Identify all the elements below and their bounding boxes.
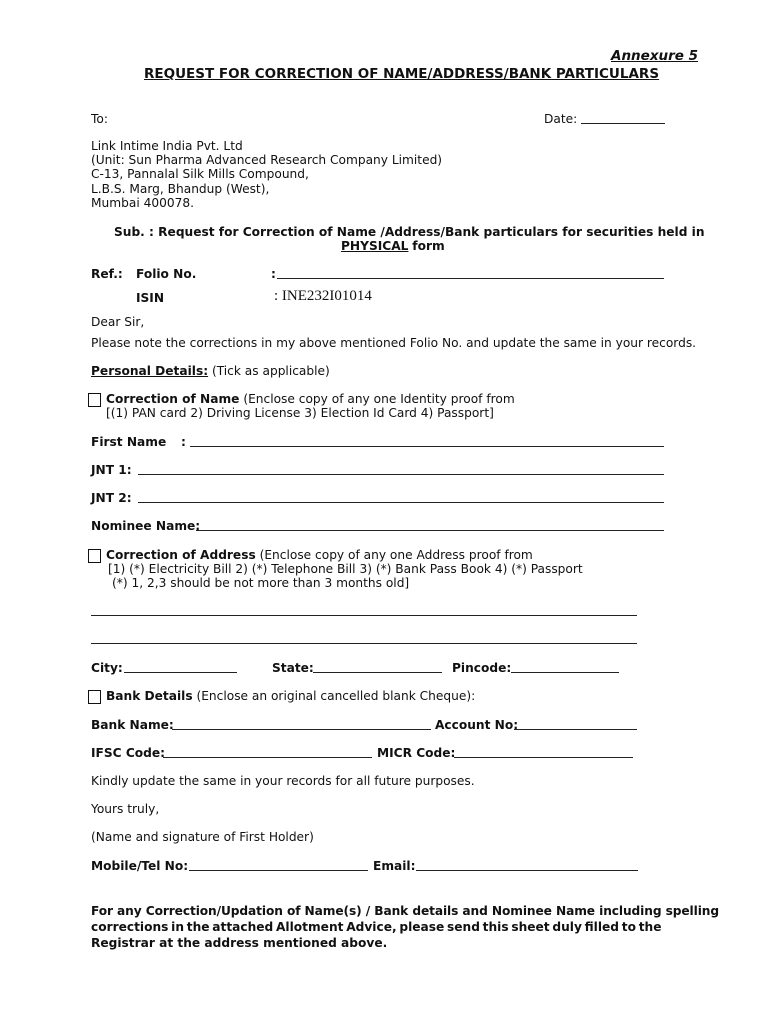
subject-line-2: [341, 239, 445, 253]
subject-form: form: [412, 239, 445, 253]
salutation: Dear Sir,: [91, 315, 145, 329]
jnt1-field[interactable]: [138, 474, 664, 475]
form-title: REQUEST FOR CORRECTION OF NAME/ADDRESS/BANK PARTICULARS: [144, 66, 660, 82]
first-name-colon: :: [181, 435, 186, 449]
mobile-field[interactable]: [189, 870, 368, 871]
correction-of-address-line: [106, 548, 533, 562]
correction-of-name-checkbox[interactable]: [88, 393, 101, 407]
address-line-5: Mumbai 400078.: [91, 196, 194, 210]
jnt2-label: JNT 2:: [91, 491, 132, 505]
isin-value: : INE232I01014: [274, 288, 372, 304]
jnt1-label: JNT 1:: [91, 463, 132, 477]
yours-truly: Yours truly,: [91, 802, 160, 816]
pincode-label: Pincode:: [452, 661, 512, 675]
personal-details-heading: [91, 364, 330, 378]
to-label: To:: [91, 112, 108, 126]
bank-details-checkbox[interactable]: [88, 690, 101, 704]
jnt2-field[interactable]: [138, 502, 664, 503]
isin-label: ISIN: [136, 291, 165, 305]
correction-of-name-note: (Enclose copy of any one Identity proof from: [243, 392, 515, 406]
nominee-field[interactable]: [196, 530, 664, 531]
correction-of-address-checkbox[interactable]: [88, 549, 101, 563]
first-name-label: First Name: [91, 435, 167, 449]
address-line-2: (Unit: Sun Pharma Advanced Research Company Limited): [91, 153, 443, 167]
correction-of-name-line: [106, 392, 515, 406]
account-no-field[interactable]: [514, 729, 637, 730]
first-name-field[interactable]: [190, 446, 664, 447]
address-line-4: L.B.S. Marg, Bhandup (West),: [91, 182, 270, 196]
address-field-line-1[interactable]: [91, 615, 637, 616]
bank-details-note: (Enclose an original cancelled blank Cheque):: [196, 689, 476, 703]
footer-line-1: For any Correction/Updation of Name(s) / Bank details and Nominee Name including spelling: [91, 904, 719, 918]
micr-label: MICR Code:: [377, 746, 456, 760]
ref-label: Ref.:: [91, 267, 123, 281]
folio-field[interactable]: [277, 278, 664, 279]
bank-details-line: [106, 689, 475, 703]
mobile-label: Mobile/Tel No:: [91, 859, 189, 873]
folio-colon: :: [271, 267, 276, 281]
address-field-line-2[interactable]: [91, 643, 637, 644]
account-no-label: Account No:: [435, 718, 519, 732]
date-field[interactable]: [581, 123, 665, 124]
subject-line: Sub. : Request for Correction of Name /Address/Bank particulars for securities held in: [114, 225, 705, 239]
subject-physical: PHYSICAL: [341, 239, 409, 253]
nominee-label: Nominee Name:: [91, 519, 201, 533]
identity-proof-list: [(1) PAN card 2) Driving License 3) Election Id Card 4) Passport]: [106, 406, 494, 420]
intro-text: Please note the corrections in my above mentioned Folio No. and update the same in your records.: [91, 336, 697, 350]
address-proof-note: (*) 1, 2,3 should be not more than 3 months old]: [112, 576, 410, 590]
bank-name-label: Bank Name:: [91, 718, 174, 732]
state-label: State:: [272, 661, 314, 675]
city-field[interactable]: [124, 672, 237, 673]
date-label: Date:: [544, 112, 578, 126]
address-line-1: Link Intime India Pvt. Ltd: [91, 139, 243, 153]
footer-line-3: Registrar at the address mentioned above.: [91, 936, 388, 950]
kindly-text: Kindly update the same in your records for all future purposes.: [91, 774, 475, 788]
bank-name-field[interactable]: [172, 729, 431, 730]
ifsc-label: IFSC Code:: [91, 746, 166, 760]
email-label: Email:: [373, 859, 416, 873]
folio-label: Folio No.: [136, 267, 197, 281]
ifsc-field[interactable]: [163, 757, 372, 758]
signature-label: (Name and signature of First Holder): [91, 830, 314, 844]
pincode-field[interactable]: [511, 672, 619, 673]
personal-details-label: Personal Details:: [91, 364, 209, 378]
email-field[interactable]: [416, 870, 638, 871]
state-field[interactable]: [313, 672, 442, 673]
city-label: City:: [91, 661, 123, 675]
correction-of-name-title: Correction of Name: [106, 392, 240, 406]
correction-of-address-title: Correction of Address: [106, 548, 256, 562]
annexure-label: Annexure 5: [611, 48, 699, 64]
address-proof-list: [1) (*) Electricity Bill 2) (*) Telephone Bill 3) (*) Bank Pass Book 4) (*) Passport: [108, 562, 583, 576]
address-line-3: C-13, Pannalal Silk Mills Compound,: [91, 167, 309, 181]
personal-details-note: (Tick as applicable): [211, 364, 330, 378]
bank-details-title: Bank Details: [106, 689, 193, 703]
micr-field[interactable]: [454, 757, 633, 758]
correction-of-address-note: (Enclose copy of any one Address proof from: [259, 548, 533, 562]
footer-line-2: corrections in the attached Allotment Advice, please send this sheet duly filled to the: [91, 920, 662, 934]
